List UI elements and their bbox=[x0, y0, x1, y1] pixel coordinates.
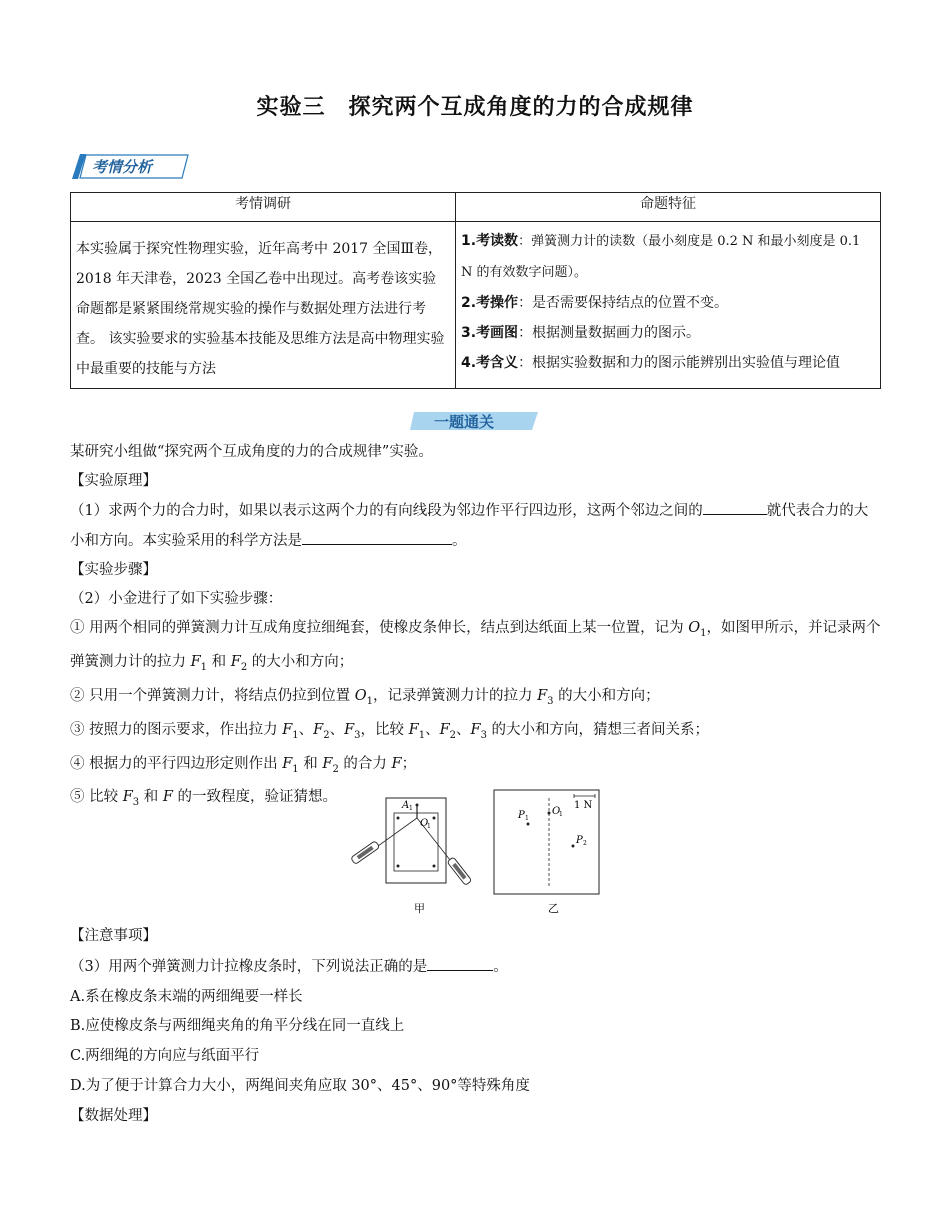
answer-blank-1[interactable] bbox=[703, 496, 767, 515]
pin bbox=[433, 865, 436, 868]
info-table bbox=[70, 192, 881, 389]
question-1: （1）求两个力的合力时，如果以表示这两个力的有向线段为邻边作平行四边形，这两个邻边之间的 就代表合力的大小和方向。本实验采用的科学方法是 。 bbox=[70, 496, 882, 556]
label-P1: P bbox=[518, 810, 525, 821]
heading-steps: 【实验步骤】 bbox=[70, 562, 157, 578]
heading-data: 【数据处理】 bbox=[70, 1107, 157, 1124]
banner-label: 考情分析 bbox=[92, 158, 153, 176]
feature-item-1: 1.考读数：弹簧测力计的读数（最小刻度是 0.2 N 和最小刻度是 0.1 N 的有效数字问题）。 bbox=[461, 233, 861, 280]
banner2-label: 一题通关 bbox=[434, 413, 495, 431]
table-header-features: 命题特征 bbox=[456, 193, 881, 222]
label-O1: O bbox=[420, 818, 429, 829]
board-outer bbox=[386, 798, 446, 883]
label-A1-sub: 1 bbox=[409, 805, 413, 812]
label-O1-yi: O bbox=[552, 806, 561, 817]
figure-yi bbox=[494, 790, 599, 915]
heading-principle: 【实验原理】 bbox=[70, 473, 157, 489]
step-5: ⑤ 比较 $F_3$ 和 F 的一致程度，验证猜想。 bbox=[70, 789, 338, 809]
section-banner bbox=[70, 152, 190, 180]
question-2: （2）小金进行了如下实验步骤： bbox=[70, 591, 283, 607]
label-O1-sub: 1 bbox=[427, 823, 431, 830]
step-3: ③ 按照力的图示要求，作出拉力 $F_1$、$F_2$、$F_3$，比较 $F_1$、$F_2$、$F_3$ 的大小和方向，猜想三者间关系； bbox=[70, 721, 710, 741]
spring-scale-right bbox=[447, 857, 472, 886]
problem-intro: 某研究小组做“探究两个互成角度的力的合成规律”实验。 bbox=[70, 444, 433, 460]
feature-item-4: 4.考含义：根据实验数据和力的图示能辨别出实验值与理论值 bbox=[461, 355, 841, 371]
label-O1-yi-sub: 1 bbox=[559, 811, 563, 818]
scale-label: 1 N bbox=[574, 800, 593, 811]
spring-scale-left bbox=[351, 841, 380, 865]
question-3: （3）用两个弹簧测力计拉橡皮条时，下列说法正确的是 。 bbox=[70, 952, 882, 983]
feature-item-3: 3.考画图：根据测量数据画力的图示。 bbox=[461, 325, 701, 341]
option-a[interactable]: A.系在橡皮条末端的两细绳要一样长 bbox=[70, 988, 303, 1005]
point-P1 bbox=[527, 823, 530, 826]
string-left bbox=[378, 818, 417, 846]
label-P2-sub: 2 bbox=[583, 840, 587, 847]
table-header-research: 考情调研 bbox=[71, 193, 456, 222]
heading-notes: 【注意事项】 bbox=[70, 928, 157, 944]
point-O1 bbox=[548, 812, 551, 815]
label-P1-sub: 1 bbox=[525, 815, 529, 822]
pin bbox=[397, 865, 400, 868]
pin bbox=[433, 817, 436, 820]
label-P2: P bbox=[576, 835, 583, 846]
option-d[interactable]: D.为了便于计算合力大小，两绳间夹角应取 30°、45°、90°等特殊角度 bbox=[70, 1077, 530, 1094]
experiment-figure bbox=[348, 788, 608, 918]
label-yi: 乙 bbox=[548, 902, 559, 915]
step-1: ① 用两个相同的弹簧测力计互成角度拉细绳套，使橡皮条伸长，结点到达纸面上某一位置，记为 $O_1$，如图甲所示，并记录两个弹簧测力计的拉力 $F_1$ 和 $F_2$ 的大小和方向； bbox=[70, 620, 881, 673]
section-banner-2 bbox=[410, 406, 540, 434]
option-b[interactable]: B.应使橡皮条与两细绳夹角的角平分线在同一直线上 bbox=[70, 1018, 405, 1035]
problem-body-2 bbox=[70, 922, 882, 1132]
answer-blank-2[interactable] bbox=[302, 526, 452, 545]
figure-jia bbox=[351, 798, 472, 915]
feature-item-2: 2.考操作：是否需要保持结点的位置不变。 bbox=[461, 295, 729, 311]
problem-body bbox=[70, 438, 882, 817]
option-c[interactable]: C.两细绳的方向应与纸面平行 bbox=[70, 1048, 260, 1065]
step-4: ④ 根据力的平行四边形定则作出 $F_1$ 和 $F_2$ 的合力 F； bbox=[70, 755, 417, 775]
step-2: ② 只用一个弹簧测力计，将结点仍拉到位置 $O_1$，记录弹簧测力计的拉力 $F_3$ 的大小和方向； bbox=[70, 687, 660, 707]
page-title: 实验三 探究两个互成角度的力的合成规律 bbox=[256, 95, 694, 120]
anchor-point bbox=[416, 804, 419, 807]
paper-inner bbox=[394, 813, 438, 871]
answer-blank-3[interactable] bbox=[427, 952, 493, 971]
features-cell bbox=[456, 222, 881, 389]
research-cell: 本实验属于探究性物理实验，近年高考中 2017 全国Ⅲ卷，2018 年天津卷，2023 全国乙卷中出现过。高考卷该实验命题都是紧紧围绕常规实验的操作与数据处理方法进行考查。 该实验要求的实验基本技能及思维方法是高中物理实验中最重要的技能与方法 bbox=[71, 222, 456, 389]
pin bbox=[397, 817, 400, 820]
label-A1: A bbox=[402, 800, 410, 811]
label-jia: 甲 bbox=[414, 902, 425, 915]
point-P2 bbox=[572, 845, 575, 848]
